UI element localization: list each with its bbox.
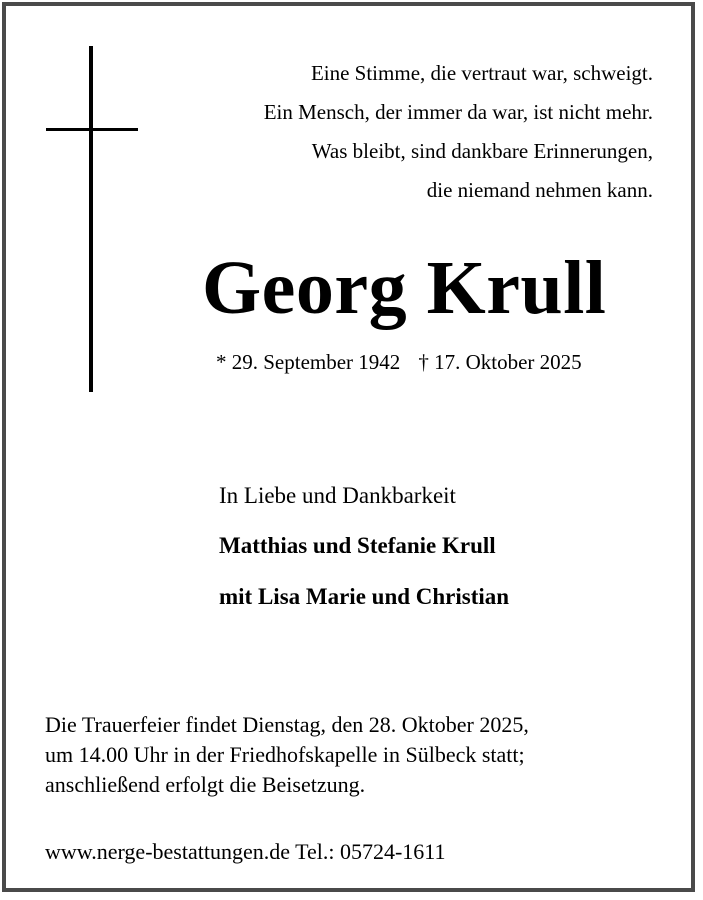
cross-horizontal-bar [46, 128, 138, 131]
funeral-home-contact: www.nerge-bestattungen.de Tel.: 05724-1611 [45, 839, 446, 864]
verse-line: Ein Mensch, der immer da war, ist nicht mehr. [263, 100, 653, 124]
funeral-service-info [45, 710, 665, 800]
mourner-names: Matthias und Stefanie Krull [219, 533, 496, 558]
birth-date: * 29. September 1942 [216, 350, 401, 374]
death-date: † 17. Oktober 2025 [418, 350, 582, 374]
verse-line: Eine Stimme, die vertraut war, schweigt. [310, 61, 653, 85]
verse-line: die niemand nehmen kann. [426, 178, 653, 202]
mourners-block [219, 481, 509, 633]
service-line: anschließend erfolgt die Beisetzung. [45, 772, 366, 797]
service-line: um 14.00 Uhr in der Friedhofskapelle in Sülbeck statt; [45, 742, 525, 767]
obituary-notice [2, 2, 695, 892]
verse-line: Was bleibt, sind dankbare Erinnerungen, [311, 139, 653, 163]
mourners-intro: In Liebe und Dankbarkeit [219, 483, 456, 508]
mourner-names: mit Lisa Marie und Christian [219, 584, 510, 609]
deceased-name: Georg Krull [202, 246, 607, 330]
service-line: Die Trauerfeier findet Dienstag, den 28. Oktober 2025, [45, 712, 529, 737]
life-dates [216, 347, 582, 377]
cross-vertical-bar [89, 46, 93, 392]
memorial-verse [133, 54, 653, 210]
cross-icon [46, 46, 138, 394]
